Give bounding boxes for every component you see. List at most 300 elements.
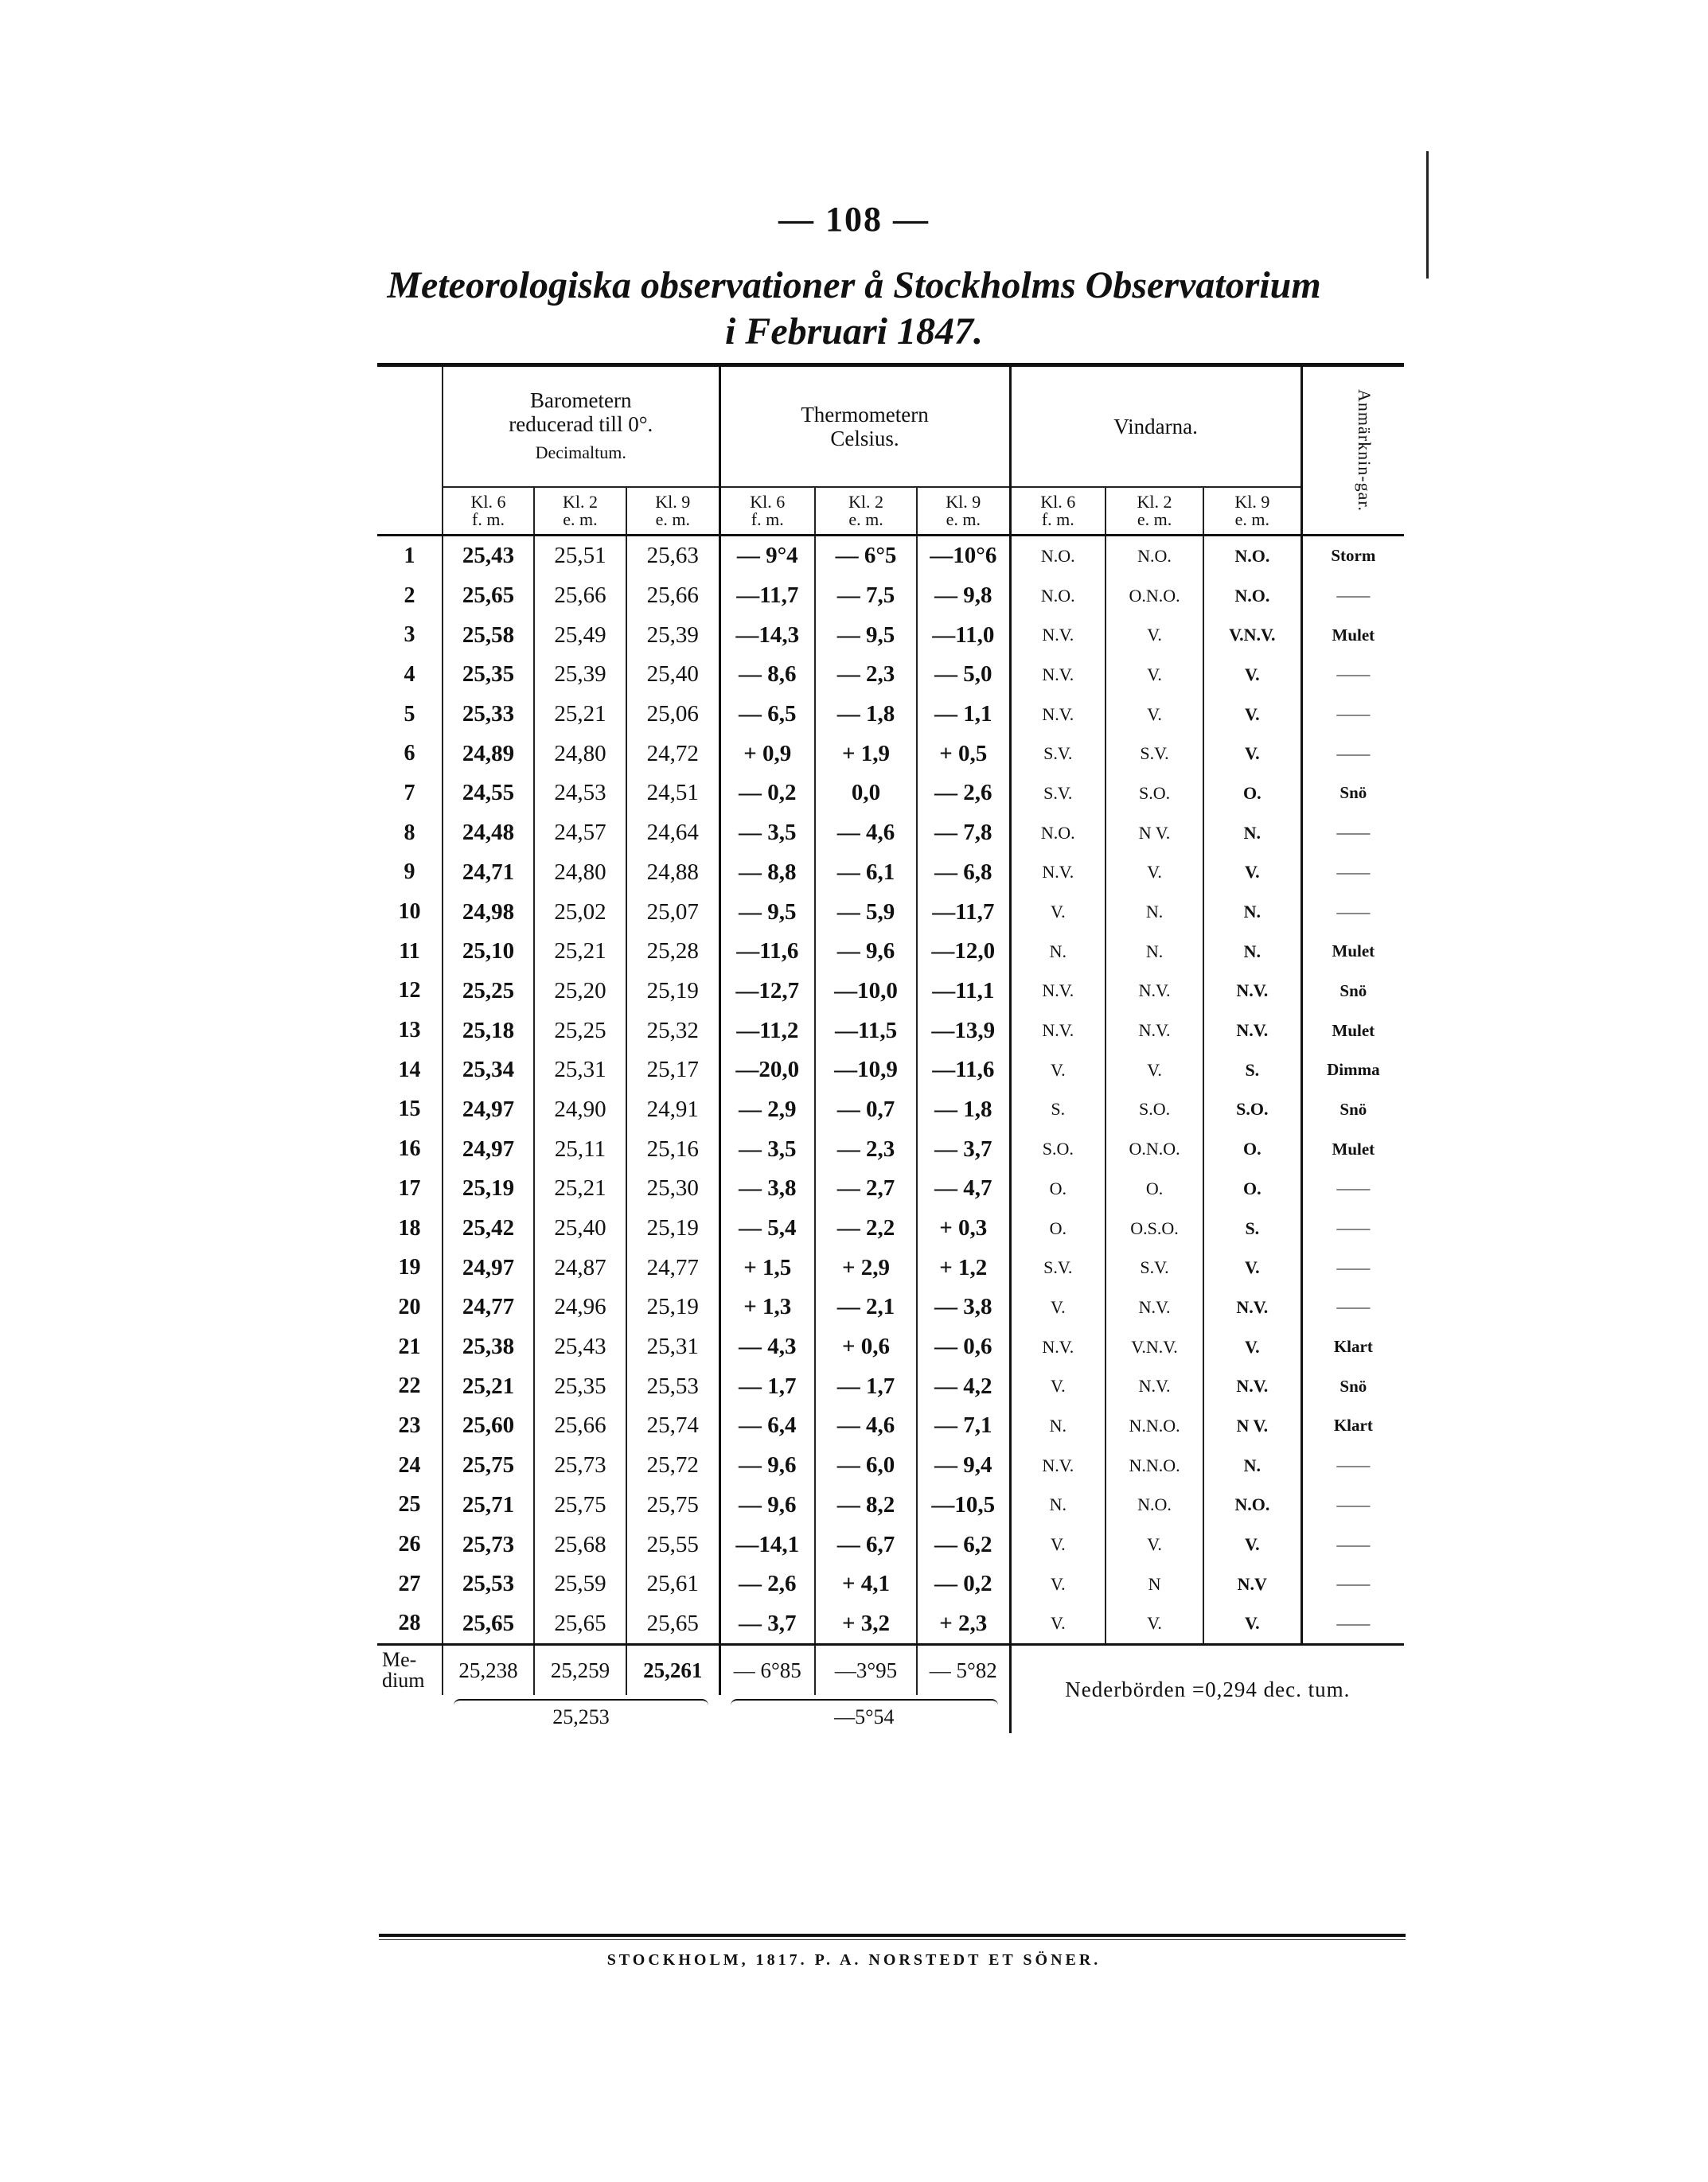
day-cell: 1 bbox=[404, 543, 415, 568]
wind-cell: N.O. bbox=[1106, 1486, 1203, 1525]
sub-header-therm-6: Kl. 6 f. m. bbox=[719, 487, 815, 536]
barometer-cell: 25,19 bbox=[626, 1209, 719, 1249]
sub-header-baro-9: Kl. 9 e. m. bbox=[626, 487, 719, 536]
wind-cell: O. bbox=[1010, 1209, 1106, 1249]
day-cell: 3 bbox=[404, 622, 415, 648]
barometer-cell: 25,53 bbox=[626, 1366, 719, 1406]
barometer-cell: 24,77 bbox=[443, 1288, 534, 1327]
wind-cell: N.O. bbox=[1010, 813, 1106, 853]
barometer-cell: 24,96 bbox=[534, 1288, 626, 1327]
table-row bbox=[377, 853, 1404, 893]
barometer-cell: 25,61 bbox=[626, 1564, 719, 1604]
table-row bbox=[377, 1050, 1404, 1090]
thermometer-cell: + 3,2 bbox=[815, 1604, 917, 1645]
remark-cell: —— bbox=[1301, 892, 1404, 932]
thermometer-cell: — 4,6 bbox=[815, 1406, 917, 1446]
barometer-cell: 25,71 bbox=[443, 1486, 534, 1525]
wind-cell: N.V bbox=[1203, 1564, 1301, 1604]
day-cell: 6 bbox=[404, 741, 415, 766]
barometer-cell: 25,53 bbox=[443, 1564, 534, 1604]
thermometer-cell: — 5,9 bbox=[815, 892, 917, 932]
thermometer-cell: — 3,5 bbox=[719, 1129, 815, 1169]
barometer-cell: 25,38 bbox=[443, 1327, 534, 1367]
remark-cell: Snö bbox=[1301, 972, 1404, 1011]
wind-cell: V. bbox=[1010, 1525, 1106, 1564]
barometer-cell: 24,51 bbox=[626, 773, 719, 813]
table-row bbox=[377, 1486, 1404, 1525]
thermometer-cell: — 6,4 bbox=[719, 1406, 815, 1446]
day-cell: 25 bbox=[398, 1492, 421, 1518]
thermometer-cell: —11,5 bbox=[815, 1011, 917, 1050]
wind-cell: N.V. bbox=[1010, 615, 1106, 655]
barometer-cell: 25,66 bbox=[534, 576, 626, 616]
day-cell: 2 bbox=[404, 583, 415, 608]
barometer-cell: 25,58 bbox=[443, 615, 534, 655]
barometer-cell: 24,89 bbox=[443, 734, 534, 773]
thermometer-cell: —11,0 bbox=[917, 615, 1010, 655]
barometer-cell: 25,34 bbox=[443, 1050, 534, 1090]
day-cell: 5 bbox=[404, 701, 415, 727]
barometer-cell: 25,16 bbox=[626, 1129, 719, 1169]
wind-cell: N. bbox=[1203, 1446, 1301, 1486]
winds-header: Vindarna. bbox=[1010, 365, 1301, 488]
table-row bbox=[377, 1327, 1404, 1367]
thermometer-cell: —13,9 bbox=[917, 1011, 1010, 1050]
barometer-cell: 24,98 bbox=[443, 892, 534, 932]
wind-cell: N. bbox=[1106, 892, 1203, 932]
day-cell: 26 bbox=[398, 1532, 421, 1557]
thermometer-cell: — 9,4 bbox=[917, 1446, 1010, 1486]
wind-cell: N.V. bbox=[1010, 695, 1106, 734]
wind-cell: O. bbox=[1106, 1169, 1203, 1209]
wind-cell: V. bbox=[1106, 1604, 1203, 1645]
barometer-cell: 24,64 bbox=[626, 813, 719, 853]
remark-cell: Storm bbox=[1301, 536, 1404, 576]
thermometer-cell: + 1,2 bbox=[917, 1248, 1010, 1288]
barometer-cell: 25,11 bbox=[534, 1129, 626, 1169]
thermometer-cell: — 8,2 bbox=[815, 1486, 917, 1525]
remark-cell: —— bbox=[1301, 1525, 1404, 1564]
thermometer-cell: —12,0 bbox=[917, 932, 1010, 972]
barometer-cell: 24,80 bbox=[534, 853, 626, 893]
wind-cell: N.V. bbox=[1010, 853, 1106, 893]
table-row bbox=[377, 1090, 1404, 1130]
thermometer-cell: — 6,0 bbox=[815, 1446, 917, 1486]
barometer-cell: 25,43 bbox=[534, 1327, 626, 1367]
thermometer-cell: + 0,6 bbox=[815, 1327, 917, 1367]
thermometer-cell: — 2,3 bbox=[815, 655, 917, 695]
thermometer-header: Thermometern Celsius. bbox=[719, 365, 1010, 488]
barometer-cell: 25,51 bbox=[534, 536, 626, 576]
table-row bbox=[377, 576, 1404, 616]
barometer-cell: 25,75 bbox=[534, 1486, 626, 1525]
wind-cell: N.V. bbox=[1203, 1288, 1301, 1327]
wind-cell: N bbox=[1106, 1564, 1203, 1604]
barometer-cell: 25,19 bbox=[626, 1288, 719, 1327]
barometer-cell: 25,30 bbox=[626, 1169, 719, 1209]
remark-cell: —— bbox=[1301, 576, 1404, 616]
wind-cell: N V. bbox=[1106, 813, 1203, 853]
thermometer-cell: — 1,8 bbox=[917, 1090, 1010, 1130]
thermometer-cell: — 4,6 bbox=[815, 813, 917, 853]
barometer-cell: 25,18 bbox=[443, 1011, 534, 1050]
barometer-cell: 24,97 bbox=[443, 1090, 534, 1130]
wind-cell: N.V. bbox=[1010, 1011, 1106, 1050]
barometer-cell: 25,40 bbox=[534, 1209, 626, 1249]
remark-cell: Mulet bbox=[1301, 932, 1404, 972]
barometer-cell: 25,35 bbox=[443, 655, 534, 695]
day-header bbox=[377, 365, 443, 488]
barometer-cell: 25,25 bbox=[443, 972, 534, 1011]
day-cell: 4 bbox=[404, 661, 415, 687]
day-cell: 28 bbox=[398, 1611, 421, 1636]
thermometer-cell: — 2,2 bbox=[815, 1209, 917, 1249]
barometer-cell: 25,73 bbox=[443, 1525, 534, 1564]
table-row bbox=[377, 972, 1404, 1011]
barometer-cell: 25,35 bbox=[534, 1366, 626, 1406]
barometer-cell: 25,55 bbox=[626, 1525, 719, 1564]
barometer-cell: 25,66 bbox=[534, 1406, 626, 1446]
sub-header-baro-2: Kl. 2 e. m. bbox=[534, 487, 626, 536]
barometer-cell: 25,42 bbox=[443, 1209, 534, 1249]
remark-cell: —— bbox=[1301, 813, 1404, 853]
remark-cell: —— bbox=[1301, 1564, 1404, 1604]
remark-cell: —— bbox=[1301, 655, 1404, 695]
table-row bbox=[377, 773, 1404, 813]
thermometer-cell: — 0,7 bbox=[815, 1090, 917, 1130]
table-row bbox=[377, 536, 1404, 576]
sub-header-baro-6: Kl. 6 f. m. bbox=[443, 487, 534, 536]
thermometer-cell: — 2,6 bbox=[917, 773, 1010, 813]
thermometer-cell: + 1,9 bbox=[815, 734, 917, 773]
medium-baro-6: 25,238 bbox=[443, 1645, 534, 1696]
medium-baro-9: 25,261 bbox=[626, 1645, 719, 1696]
table-row bbox=[377, 1129, 1404, 1169]
sub-header-therm-2: Kl. 2 e. m. bbox=[815, 487, 917, 536]
remark-cell: —— bbox=[1301, 1248, 1404, 1288]
wind-cell: S.V. bbox=[1010, 734, 1106, 773]
thermometer-cell: —11,2 bbox=[719, 1011, 815, 1050]
wind-cell: V. bbox=[1106, 853, 1203, 893]
wind-cell: N.V. bbox=[1203, 1011, 1301, 1050]
thermometer-cell: — 6,1 bbox=[815, 853, 917, 893]
wind-cell: N.V. bbox=[1010, 972, 1106, 1011]
medium-therm-2: —3°95 bbox=[815, 1645, 917, 1696]
title-line-2: i Februari 1847. bbox=[724, 310, 984, 353]
barometer-cell: 25,63 bbox=[626, 536, 719, 576]
thermometer-cell: — 7,5 bbox=[815, 576, 917, 616]
thermometer-cell: —14,1 bbox=[719, 1525, 815, 1564]
table-row bbox=[377, 1564, 1404, 1604]
thermometer-cell: —12,7 bbox=[719, 972, 815, 1011]
barometer-cell: 25,02 bbox=[534, 892, 626, 932]
table-row bbox=[377, 1446, 1404, 1486]
thermometer-cell: + 0,9 bbox=[719, 734, 815, 773]
wind-cell: N.V. bbox=[1106, 972, 1203, 1011]
remark-cell: Mulet bbox=[1301, 1011, 1404, 1050]
day-cell: 8 bbox=[404, 820, 415, 845]
remark-cell: —— bbox=[1301, 1169, 1404, 1209]
thermometer-cell: —11,6 bbox=[917, 1050, 1010, 1090]
printer-imprint: STOCKHOLM, 1817. P. A. NORSTEDT ET SÖNER. bbox=[606, 1951, 1102, 1969]
wind-cell: V. bbox=[1106, 615, 1203, 655]
wind-cell: V. bbox=[1203, 853, 1301, 893]
thermometer-cell: + 2,3 bbox=[917, 1604, 1010, 1645]
thermometer-cell: + 1,3 bbox=[719, 1288, 815, 1327]
thermometer-cell: — 9,5 bbox=[719, 892, 815, 932]
thermometer-cell: — 3,8 bbox=[719, 1169, 815, 1209]
barometer-cell: 25,40 bbox=[626, 655, 719, 695]
wind-cell: O.N.O. bbox=[1106, 576, 1203, 616]
thermometer-cell: —10,0 bbox=[815, 972, 917, 1011]
thermometer-cell: — 1,7 bbox=[815, 1366, 917, 1406]
thermometer-cell: — 9°4 bbox=[719, 536, 815, 576]
barometer-cell: 25,68 bbox=[534, 1525, 626, 1564]
medium-row bbox=[377, 1645, 1404, 1696]
wind-cell: N.V. bbox=[1106, 1288, 1203, 1327]
wind-cell: V. bbox=[1203, 1248, 1301, 1288]
day-cell: 18 bbox=[398, 1215, 421, 1241]
barometer-cell: 25,21 bbox=[534, 695, 626, 734]
table-row bbox=[377, 734, 1404, 773]
thermometer-cell: —14,3 bbox=[719, 615, 815, 655]
barometer-cell: 24,91 bbox=[626, 1090, 719, 1130]
wind-cell: N.V. bbox=[1010, 1446, 1106, 1486]
barometer-cell: 24,90 bbox=[534, 1090, 626, 1130]
barometer-cell: 24,72 bbox=[626, 734, 719, 773]
day-cell: 15 bbox=[398, 1097, 421, 1122]
wind-cell: N.V. bbox=[1010, 1327, 1106, 1367]
footer-rule-thin bbox=[379, 1939, 1406, 1940]
margin-rule bbox=[1426, 151, 1429, 279]
barometer-cell: 25,28 bbox=[626, 932, 719, 972]
thermometer-cell: — 4,2 bbox=[917, 1366, 1010, 1406]
thermometer-monthly-mean: —5°54 bbox=[719, 1695, 1010, 1733]
thermometer-cell: — 2,9 bbox=[719, 1090, 815, 1130]
barometer-cell: 25,21 bbox=[534, 932, 626, 972]
wind-cell: N. bbox=[1010, 932, 1106, 972]
wind-cell: N.O. bbox=[1203, 1486, 1301, 1525]
thermometer-cell: + 4,1 bbox=[815, 1564, 917, 1604]
thermometer-cell: — 2,6 bbox=[719, 1564, 815, 1604]
thermometer-cell: — 9,5 bbox=[815, 615, 917, 655]
barometer-cell: 24,57 bbox=[534, 813, 626, 853]
brace-therm bbox=[731, 1699, 998, 1705]
wind-cell: N.O. bbox=[1010, 576, 1106, 616]
sub-header-wind-6: Kl. 6 f. m. bbox=[1010, 487, 1106, 536]
wind-cell: V. bbox=[1203, 1604, 1301, 1645]
barometer-cell: 25,20 bbox=[534, 972, 626, 1011]
barometer-cell: 25,17 bbox=[626, 1050, 719, 1090]
day-cell: 27 bbox=[398, 1571, 421, 1596]
barometer-cell: 25,75 bbox=[626, 1486, 719, 1525]
day-cell: 11 bbox=[399, 938, 420, 964]
day-cell: 23 bbox=[398, 1412, 421, 1438]
wind-cell: V. bbox=[1106, 655, 1203, 695]
thermometer-cell: — 5,0 bbox=[917, 655, 1010, 695]
thermometer-cell: —11,7 bbox=[917, 892, 1010, 932]
sub-header-wind-2: Kl. 2 e. m. bbox=[1106, 487, 1203, 536]
barometer-cell: 25,75 bbox=[443, 1446, 534, 1486]
table-row bbox=[377, 695, 1404, 734]
remark-cell: Dimma bbox=[1301, 1050, 1404, 1090]
table-row bbox=[377, 1604, 1404, 1645]
remark-cell: —— bbox=[1301, 1486, 1404, 1525]
thermometer-cell: — 1,8 bbox=[815, 695, 917, 734]
thermometer-cell: — 0,2 bbox=[719, 773, 815, 813]
thermometer-cell: + 0,3 bbox=[917, 1209, 1010, 1249]
thermometer-cell: — 9,6 bbox=[719, 1486, 815, 1525]
wind-cell: V. bbox=[1106, 1525, 1203, 1564]
barometer-cell: 25,59 bbox=[534, 1564, 626, 1604]
wind-cell: V. bbox=[1010, 1050, 1106, 1090]
thermometer-cell: — 9,6 bbox=[815, 932, 917, 972]
day-cell: 21 bbox=[398, 1334, 421, 1359]
wind-cell: S.O. bbox=[1010, 1129, 1106, 1169]
day-cell: 9 bbox=[404, 859, 415, 885]
day-cell: 17 bbox=[398, 1175, 421, 1201]
wind-cell: N.V. bbox=[1106, 1011, 1203, 1050]
wind-cell: N.O. bbox=[1203, 536, 1301, 576]
wind-cell: S.V. bbox=[1010, 1248, 1106, 1288]
barometer-cell: 25,19 bbox=[443, 1169, 534, 1209]
wind-cell: V. bbox=[1106, 1050, 1203, 1090]
remark-cell: —— bbox=[1301, 734, 1404, 773]
remark-cell: Mulet bbox=[1301, 615, 1404, 655]
barometer-cell: 24,80 bbox=[534, 734, 626, 773]
thermometer-cell: —10°6 bbox=[917, 536, 1010, 576]
barometer-cell: 25,49 bbox=[534, 615, 626, 655]
day-cell: 10 bbox=[398, 899, 421, 925]
brace-baro bbox=[454, 1699, 708, 1705]
thermometer-cell: —20,0 bbox=[719, 1050, 815, 1090]
barometer-monthly-mean: 25,253 bbox=[443, 1695, 719, 1733]
barometer-cell: 25,39 bbox=[626, 615, 719, 655]
wind-cell: N. bbox=[1203, 813, 1301, 853]
barometer-cell: 24,88 bbox=[626, 853, 719, 893]
barometer-cell: 25,74 bbox=[626, 1406, 719, 1446]
barometer-cell: 25,19 bbox=[626, 972, 719, 1011]
thermometer-cell: — 9,6 bbox=[719, 1446, 815, 1486]
barometer-cell: 25,65 bbox=[626, 1604, 719, 1645]
wind-cell: V. bbox=[1010, 892, 1106, 932]
thermometer-cell: —11,1 bbox=[917, 972, 1010, 1011]
barometer-cell: 25,10 bbox=[443, 932, 534, 972]
barometer-cell: 24,71 bbox=[443, 853, 534, 893]
wind-cell: V. bbox=[1010, 1366, 1106, 1406]
wind-cell: S.V. bbox=[1106, 1248, 1203, 1288]
remark-cell: —— bbox=[1301, 1604, 1404, 1645]
day-cell: 22 bbox=[398, 1373, 421, 1399]
thermometer-cell: + 1,5 bbox=[719, 1248, 815, 1288]
title-line-1: Meteorologiska observationer å Stockholms Observatorium bbox=[387, 264, 1321, 306]
barometer-cell: 25,07 bbox=[626, 892, 719, 932]
wind-cell: S.V. bbox=[1010, 773, 1106, 813]
wind-cell: O.N.O. bbox=[1106, 1129, 1203, 1169]
thermometer-cell: — 0,6 bbox=[917, 1327, 1010, 1367]
barometer-cell: 24,97 bbox=[443, 1129, 534, 1169]
wind-cell: V. bbox=[1203, 655, 1301, 695]
footer-rule bbox=[379, 1934, 1406, 1937]
observation-table bbox=[377, 363, 1404, 1740]
remark-cell: —— bbox=[1301, 1288, 1404, 1327]
wind-cell: V. bbox=[1010, 1604, 1106, 1645]
wind-cell: V. bbox=[1203, 1327, 1301, 1367]
table-row bbox=[377, 1525, 1404, 1564]
barometer-cell: 24,55 bbox=[443, 773, 534, 813]
remark-cell: —— bbox=[1301, 695, 1404, 734]
thermometer-cell: — 1,1 bbox=[917, 695, 1010, 734]
wind-cell: O. bbox=[1203, 773, 1301, 813]
day-cell: 7 bbox=[404, 780, 415, 805]
wind-cell: N. bbox=[1106, 932, 1203, 972]
remark-cell: Snö bbox=[1301, 1366, 1404, 1406]
thermometer-cell: —10,5 bbox=[917, 1486, 1010, 1525]
thermometer-cell: — 5,4 bbox=[719, 1209, 815, 1249]
wind-cell: N.V. bbox=[1203, 972, 1301, 1011]
wind-cell: O. bbox=[1203, 1169, 1301, 1209]
wind-cell: V. bbox=[1010, 1288, 1106, 1327]
wind-cell: N. bbox=[1010, 1406, 1106, 1446]
wind-cell: V.N.V. bbox=[1203, 615, 1301, 655]
wind-cell: N. bbox=[1203, 892, 1301, 932]
barometer-cell: 25,33 bbox=[443, 695, 534, 734]
wind-cell: N.V. bbox=[1010, 655, 1106, 695]
barometer-cell: 25,72 bbox=[626, 1446, 719, 1486]
thermometer-cell: — 9,8 bbox=[917, 576, 1010, 616]
barometer-cell: 24,48 bbox=[443, 813, 534, 853]
wind-cell: V. bbox=[1010, 1564, 1106, 1604]
day-cell: 16 bbox=[398, 1136, 421, 1162]
medium-therm-9: — 5°82 bbox=[917, 1645, 1010, 1696]
thermometer-cell: — 2,3 bbox=[815, 1129, 917, 1169]
wind-cell: N. bbox=[1010, 1486, 1106, 1525]
page-number: — 108 — bbox=[778, 200, 930, 239]
barometer-cell: 25,65 bbox=[443, 1604, 534, 1645]
day-cell: 19 bbox=[398, 1255, 421, 1280]
wind-cell: S. bbox=[1203, 1209, 1301, 1249]
day-cell: 20 bbox=[398, 1294, 421, 1319]
wind-cell: S. bbox=[1010, 1090, 1106, 1130]
wind-cell: V. bbox=[1203, 1525, 1301, 1564]
thermometer-cell: — 3,8 bbox=[917, 1288, 1010, 1327]
wind-cell: N.O. bbox=[1203, 576, 1301, 616]
wind-cell: N.N.O. bbox=[1106, 1406, 1203, 1446]
wind-cell: N.O. bbox=[1106, 536, 1203, 576]
table-row bbox=[377, 1406, 1404, 1446]
wind-cell: O. bbox=[1203, 1129, 1301, 1169]
barometer-cell: 24,97 bbox=[443, 1248, 534, 1288]
thermometer-cell: — 6,8 bbox=[917, 853, 1010, 893]
thermometer-cell: — 3,7 bbox=[719, 1604, 815, 1645]
thermometer-cell: — 2,1 bbox=[815, 1288, 917, 1327]
barometer-cell: 24,87 bbox=[534, 1248, 626, 1288]
barometer-cell: 25,21 bbox=[534, 1169, 626, 1209]
day-cell: 12 bbox=[398, 978, 421, 1003]
table-row bbox=[377, 615, 1404, 655]
thermometer-cell: — 6°5 bbox=[815, 536, 917, 576]
thermometer-cell: — 4,3 bbox=[719, 1327, 815, 1367]
wind-cell: V. bbox=[1203, 734, 1301, 773]
barometer-header: Barometern reducerad till 0°. Decimaltum. bbox=[443, 365, 719, 488]
wind-cell: V.N.V. bbox=[1106, 1327, 1203, 1367]
remark-cell: Klart bbox=[1301, 1406, 1404, 1446]
thermometer-cell: —10,9 bbox=[815, 1050, 917, 1090]
wind-cell: S.O. bbox=[1106, 1090, 1203, 1130]
wind-cell: V. bbox=[1203, 695, 1301, 734]
table-row bbox=[377, 1288, 1404, 1327]
thermometer-cell: — 8,6 bbox=[719, 655, 815, 695]
